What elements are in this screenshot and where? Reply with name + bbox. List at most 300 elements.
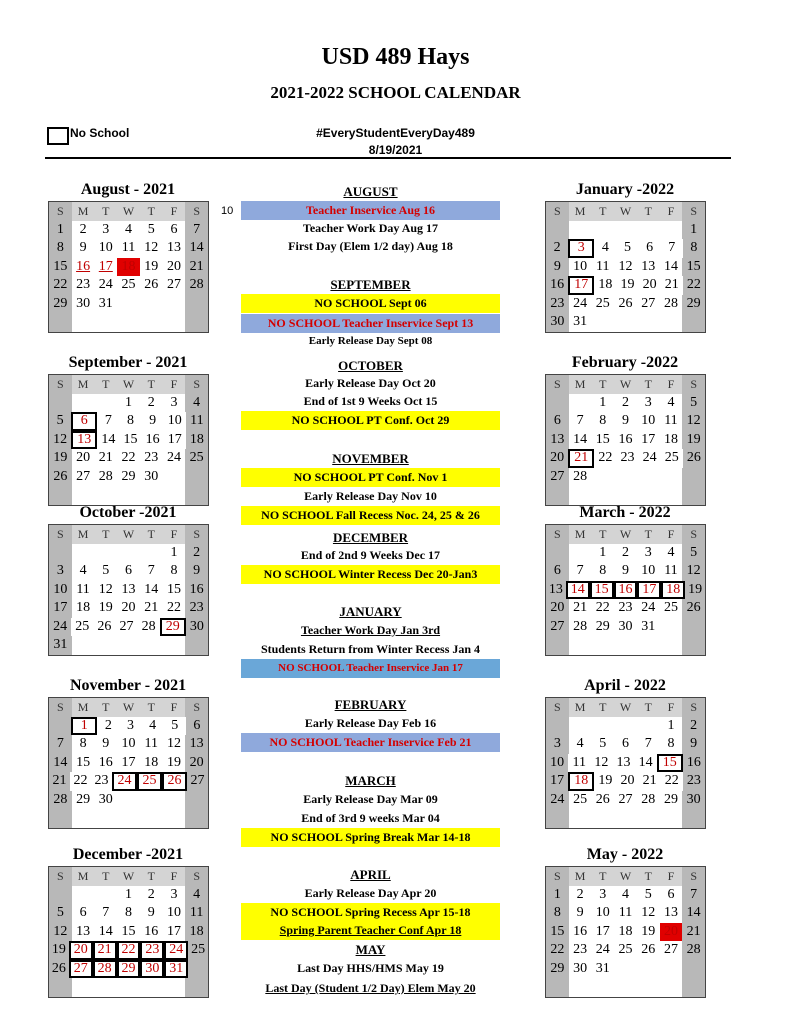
day-cell [569,717,592,736]
day-cell: 11 [121,240,136,255]
day-cell: 2 [79,221,87,237]
day-cell: 15 [657,754,683,773]
week-row [49,431,208,450]
day-cell: 29 [76,791,91,807]
day-cell: 7 [49,735,72,754]
month-title-feb: February -2022 [571,354,679,371]
day-cell: 19 [685,581,705,600]
week-row [546,618,705,637]
day-cell [660,468,683,487]
weekday-label: M [77,869,89,883]
day-cell: 21 [93,941,117,960]
day-cell: 29 [117,960,141,979]
day-cell: 12 [682,562,705,581]
day-cell: 10 [98,240,113,255]
day-cell: 18 [598,277,613,292]
day-cell: 1 [599,544,607,560]
day-cell: 15 [49,258,72,277]
day-cell: 11 [144,736,158,751]
day-cell [637,978,660,997]
day-cell [591,313,614,332]
month-title-apr: April - 2022 [584,677,666,694]
day-cell: 8 [599,563,607,578]
weekday-label: M [574,527,586,541]
day-cell [94,394,117,413]
month-title-dec: December -2021 [72,846,184,863]
day-cell: 22 [595,600,610,615]
weekday-label: M [77,204,89,218]
day-cell: 30 [682,791,705,810]
day-cell: 1 [49,221,72,240]
day-cell: 9 [185,562,208,581]
day-cell [660,978,683,997]
day-cell [546,717,569,736]
day-cell: 8 [683,239,705,258]
weekday-label: T [644,869,652,883]
month-grid-nov [48,697,209,829]
event-item: Spring Parent Teacher Conf Apr 18 [241,921,500,940]
day-cell: 14 [682,904,705,923]
day-cell: 12 [49,431,71,450]
day-cell [163,636,186,655]
day-cell: 8 [599,413,607,428]
event-item: Teacher Inservice Aug 16 [241,201,500,220]
day-cell [49,978,72,997]
events-heading-august: AUGUST [343,184,398,199]
day-cell: 20 [166,258,181,274]
day-cell: 9 [622,563,630,578]
events-heading-april: APRIL [350,867,391,882]
day-cell: 26 [49,960,69,979]
day-cell: 10 [49,581,72,600]
weekday-label: W [122,700,135,714]
day-cell: 24 [546,791,569,810]
day-cell: 2 [622,544,630,560]
day-cell: 3 [644,544,652,560]
day-cell: 26 [682,599,705,618]
day-cell: 16 [98,754,113,770]
event-item: Teacher Work Day Aug 17 [302,221,439,235]
day-cell [72,394,95,413]
weekday-label: F [667,869,675,883]
weekday-label: T [599,869,607,883]
day-cell: 20 [660,923,683,942]
day-cell [546,486,569,505]
weekday-header [49,202,208,221]
week-row [49,960,208,979]
day-cell: 17 [167,431,182,447]
day-cell: 7 [104,413,112,428]
weekday-label: S [185,525,208,544]
day-cell [163,486,186,505]
day-cell: 27 [546,468,569,487]
week-row [546,544,705,563]
week-row [546,394,705,413]
weekday-label: W [619,377,632,391]
day-cell: 6 [170,221,178,237]
day-cell: 12 [618,258,633,274]
week-row [49,295,208,314]
week-row [546,636,705,655]
day-cell [660,618,683,637]
day-cell: 13 [185,735,208,754]
weekday-label: T [102,377,110,391]
day-cell: 5 [147,221,155,237]
day-cell [591,468,614,487]
weekday-label: S [49,375,72,394]
revision-date: 8/19/2021 [368,143,423,157]
weekday-label: T [644,700,652,714]
week-row [49,581,208,600]
week-row [49,468,208,487]
day-cell: 9 [622,413,630,428]
day-cell: 4 [79,563,87,578]
day-cell [614,978,637,997]
day-cell [591,978,614,997]
day-cell: 27 [69,960,93,979]
event-item: NO SCHOOL Teacher Inservice Sept 13 [241,314,500,333]
day-cell: 22 [664,773,679,788]
day-cell: 16 [683,754,705,773]
events-heading-october: OCTOBER [338,358,403,373]
day-cell: 4 [601,240,609,255]
day-cell [660,636,683,655]
day-cell: 20 [620,773,635,788]
day-cell: 12 [49,923,72,942]
day-cell [163,295,186,314]
event-item: Early Release Day Mar 09 [303,792,438,806]
day-cell: 24 [573,295,588,311]
weekday-label: T [644,204,652,218]
day-cell: 2 [147,394,155,410]
day-cell: 28 [93,960,117,979]
week-row [49,636,208,655]
day-cell: 25 [664,450,679,465]
day-cell: 29 [546,960,569,979]
day-cell [660,221,683,240]
day-cell: 15 [166,581,181,597]
day-cell: 14 [566,581,590,600]
day-cell: 28 [98,468,113,484]
day-cell: 4 [667,394,675,410]
day-cell: 18 [117,258,140,277]
weekday-label: T [147,527,155,541]
day-cell: 5 [49,412,71,431]
day-cell: 26 [641,942,656,957]
day-cell [682,618,705,637]
event-item: Last Day HHS/HMS May 19 [297,961,444,975]
day-cell: 5 [171,717,179,733]
week-row [49,221,208,240]
weekday-label: T [102,204,110,218]
day-cell: 17 [546,772,568,791]
day-cell: 3 [546,735,569,754]
day-cell: 18 [568,772,594,791]
day-cell: 14 [101,431,116,447]
week-row [49,412,208,431]
week-row [546,313,705,332]
day-cell: 18 [618,923,633,939]
week-row [49,754,208,773]
week-row [546,923,705,942]
day-cell: 20 [185,754,208,773]
day-cell [546,221,569,240]
weekday-label: S [682,202,705,221]
weekday-label: S [546,867,569,886]
day-cell: 15 [595,431,610,447]
week-row [546,978,705,997]
day-cell: 16 [144,923,159,939]
week-row [49,562,208,581]
day-cell: 23 [140,941,164,960]
day-cell: 4 [667,544,675,560]
day-cell: 2 [147,886,155,902]
day-cell: 26 [618,295,633,311]
day-cell: 25 [188,941,208,960]
weekday-label: F [667,527,675,541]
day-cell: 15 [76,754,91,770]
day-cell [72,544,95,563]
day-cell [660,960,683,979]
day-cell: 11 [572,754,586,770]
day-cell: 3 [644,394,652,410]
weekday-label: W [122,869,135,883]
weekday-label: M [574,869,586,883]
event-item: NO SCHOOL PT Conf. Oct 29 [241,411,500,430]
day-cell: 24 [112,772,137,791]
day-cell: 13 [616,754,631,770]
week-row [546,412,705,431]
day-cell [569,486,592,505]
day-cell: 19 [98,600,113,615]
day-cell: 10 [595,905,610,920]
day-cell [140,313,163,332]
event-item: First Day (Elem 1/2 day) Aug 18 [288,239,453,253]
day-cell [72,313,95,332]
weekday-label: F [170,700,178,714]
day-cell: 1 [71,717,97,736]
weekday-header [49,867,208,886]
day-cell: 31 [595,960,610,976]
day-cell: 27 [663,942,678,957]
day-cell: 22 [683,276,705,295]
day-cell: 16 [573,923,588,939]
weekday-label: W [122,527,135,541]
day-cell: 24 [98,277,113,292]
day-cell: 13 [546,431,569,450]
day-cell: 28 [49,791,72,810]
day-cell: 28 [663,295,678,311]
week-row [546,941,705,960]
day-cell: 9 [576,905,584,920]
day-cell: 6 [646,240,654,255]
day-cell [614,313,637,332]
week-row [49,791,208,810]
day-cell: 6 [546,412,569,431]
day-cell [94,544,117,563]
day-cell: 25 [618,942,633,957]
day-cell: 16 [185,581,208,600]
weekday-label: W [619,700,632,714]
weekday-label: T [599,700,607,714]
day-cell: 11 [596,258,610,274]
day-cell: 7 [668,240,676,255]
day-cell [637,468,660,487]
day-cell [637,809,660,828]
day-cell: 10 [573,258,588,274]
day-cell: 3 [49,562,72,581]
week-row [546,486,705,505]
day-cell [163,809,186,828]
day-cell: 10 [166,905,181,920]
day-cell: 21 [664,277,679,292]
day-cell: 28 [185,276,208,295]
day-cell [140,809,163,828]
day-cell: 8 [546,904,569,923]
day-cell [163,468,186,487]
weekday-label: M [77,700,89,714]
month-title-jan: January -2022 [575,181,675,198]
weekday-label: T [147,204,155,218]
weekday-label: S [49,698,72,717]
day-cell: 26 [683,449,705,468]
day-cell [49,313,72,332]
day-cell [682,468,705,487]
day-cell: 25 [121,277,136,292]
weekday-label: T [599,527,607,541]
day-cell: 13 [76,923,91,939]
day-cell [591,636,614,655]
day-cell: 19 [620,277,635,292]
weekday-label: S [185,202,208,221]
weekday-label: F [170,204,178,218]
day-cell [660,486,683,505]
day-cell: 1 [125,886,133,902]
weekday-label: M [574,204,586,218]
day-cell [614,468,637,487]
week-row [546,581,705,600]
event-item: End of 3rd 9 weeks Mar 04 [301,811,440,825]
day-cell [614,486,637,505]
day-cell [49,809,72,828]
day-cell: 29 [160,618,186,637]
month-title-aug: August - 2021 [80,181,176,198]
week-row [546,431,705,450]
day-cell [94,636,117,655]
day-cell [546,394,569,413]
weekday-label: T [644,377,652,391]
event-item: Early Release Day Oct 20 [305,376,436,390]
day-cell: 30 [140,960,164,979]
day-cell: 16 [546,276,568,295]
day-cell: 14 [49,754,72,773]
day-cell: 23 [76,277,91,292]
month-grid-may [545,866,706,998]
day-cell: 5 [682,544,705,563]
week-row [49,258,208,277]
day-cell: 12 [144,240,159,255]
week-row [546,449,705,468]
day-cell: 16 [618,431,633,447]
day-cell: 12 [166,736,181,751]
day-cell: 7 [644,736,652,751]
day-cell [94,809,117,828]
day-cell: 20 [121,600,136,615]
weekday-label: S [185,698,208,717]
day-cell: 19 [49,449,72,468]
weekday-header [546,202,705,221]
day-cell: 8 [170,563,178,578]
day-cell: 28 [573,468,588,484]
day-cell: 23 [185,599,208,618]
day-cell [569,221,592,240]
day-cell: 2 [185,544,208,563]
day-cell [682,486,705,505]
month-grid-aug [48,201,209,333]
week-row [49,923,208,942]
day-cell: 2 [576,886,584,902]
week-row [546,717,705,736]
day-cell: 12 [98,581,113,597]
day-cell: 6 [79,905,87,920]
day-cell [591,717,614,736]
week-row [546,239,705,258]
day-cell: 16 [145,431,160,447]
day-cell [49,544,72,563]
day-cell [94,886,117,905]
day-cell: 17 [166,923,181,939]
day-cell [682,636,705,655]
day-cell: 5 [102,563,110,578]
week-row [49,599,208,618]
day-cell: 30 [186,618,208,637]
day-cell: 29 [595,618,610,634]
day-cell [72,886,95,905]
day-cell: 19 [49,941,69,960]
day-cell [614,636,637,655]
week-row [546,754,705,773]
day-cell: 5 [682,394,705,413]
day-cell: 18 [186,431,208,450]
month-grid-dec [48,866,209,998]
day-cell: 30 [144,468,159,484]
day-cell: 11 [76,581,90,597]
day-cell: 11 [618,905,633,920]
day-cell [660,809,683,828]
weekday-label: S [546,525,569,544]
day-cell [569,394,592,413]
day-cell: 18 [661,581,685,600]
day-cell [637,636,660,655]
day-cell: 27 [546,618,569,637]
day-cell [117,544,140,563]
day-cell: 25 [663,600,678,615]
weekday-label: S [546,202,569,221]
day-cell [163,791,186,810]
week-row [49,809,208,828]
day-cell [569,636,592,655]
day-cell: 1 [599,394,607,410]
day-cell: 1 [125,394,133,410]
day-cell [49,486,72,505]
day-cell [49,717,71,736]
weekday-header [546,867,705,886]
month-title-mar: March - 2022 [579,504,671,521]
day-cell [614,809,637,828]
day-cell [682,960,705,979]
day-cell: 4 [576,736,584,751]
day-cell [163,313,186,332]
